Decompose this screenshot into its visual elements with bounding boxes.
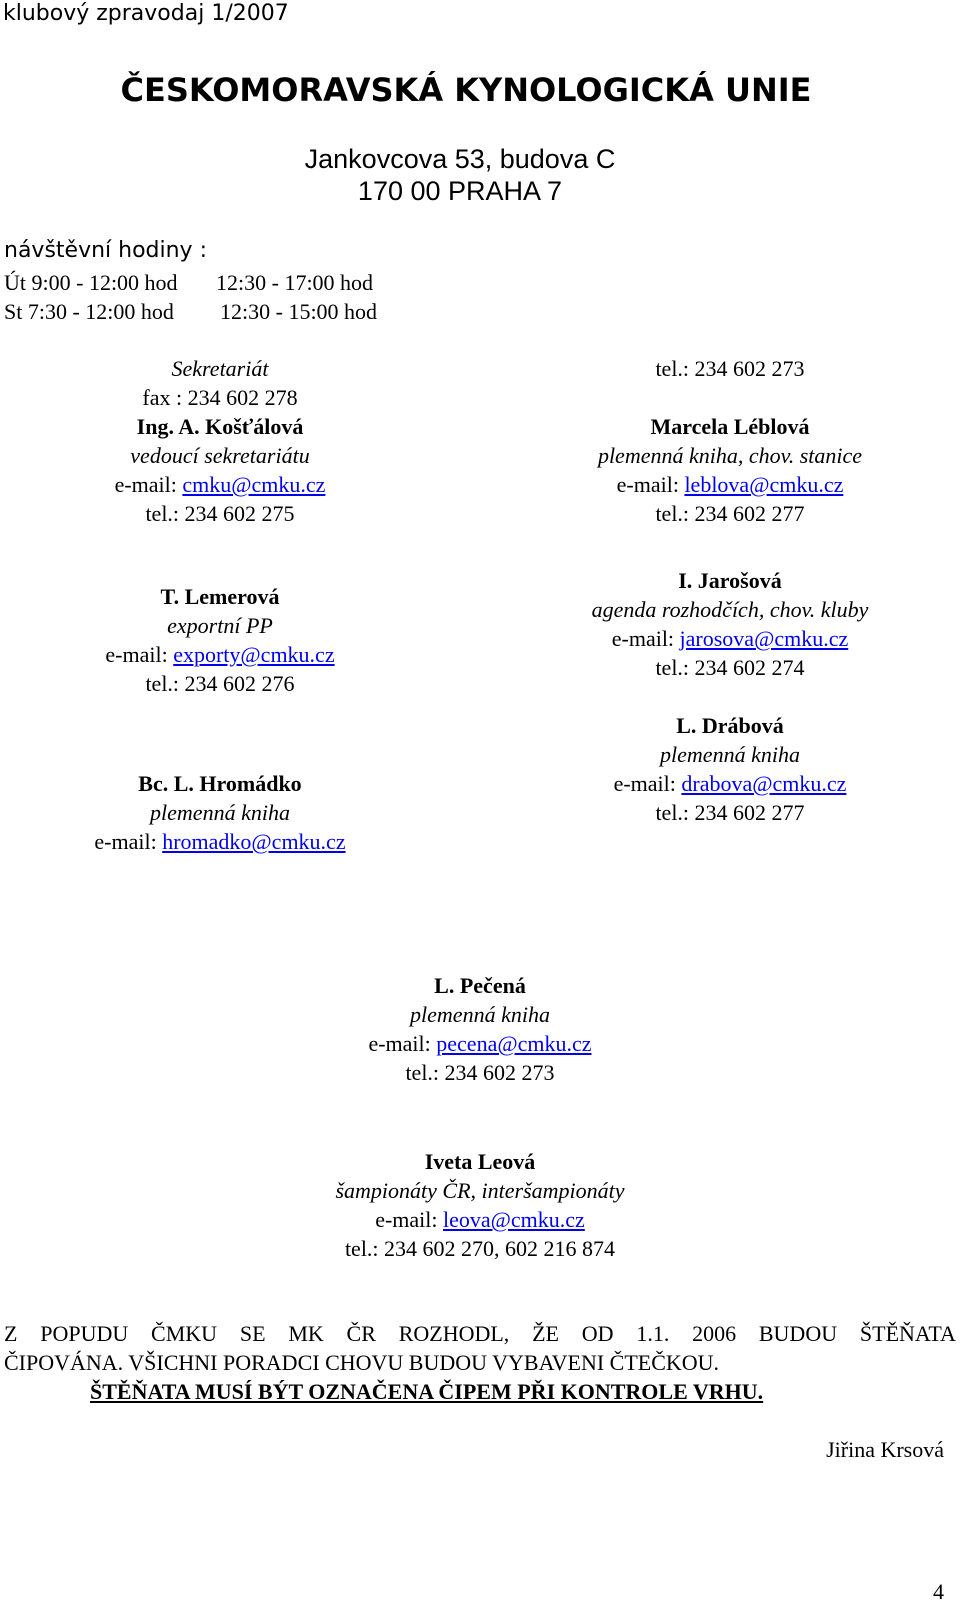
notice-word: ČR bbox=[346, 1321, 376, 1346]
contact-lemerova bbox=[20, 582, 420, 698]
email-link[interactable]: cmku@cmku.cz bbox=[182, 472, 326, 497]
notice-line-2: ČIPOVÁNA. VŠICHNI PORADCI CHOVU BUDOU VYBAVENI ČTEČKOU. bbox=[4, 1350, 720, 1375]
address-street: Jankovcova 53, budova C bbox=[304, 144, 616, 174]
hours-label: návštěvní hodiny : bbox=[4, 238, 207, 263]
email-label: e-mail: bbox=[375, 1207, 443, 1232]
contact-name: Bc. L. Hromádko bbox=[138, 771, 302, 796]
hours-row bbox=[4, 268, 374, 297]
notice-word: 2006 bbox=[692, 1321, 737, 1346]
contact-tel-line bbox=[230, 1058, 730, 1087]
tel-label: tel.: bbox=[655, 501, 695, 526]
tel-number: 234 602 276 bbox=[184, 671, 295, 696]
email-label: e-mail: bbox=[94, 829, 163, 854]
email-link[interactable]: drabova@cmku.cz bbox=[681, 771, 847, 796]
contact-email-line bbox=[230, 1205, 730, 1234]
signature: Jiřina Krsová bbox=[826, 1437, 944, 1462]
contact-email-line bbox=[515, 624, 945, 653]
contact-tel-line bbox=[20, 499, 420, 528]
notice-word: ŠTĚŇATA bbox=[859, 1321, 956, 1346]
notice-word: ŽE bbox=[532, 1321, 559, 1346]
contact-email-line bbox=[20, 470, 420, 499]
secretariat-tel: tel.: 234 602 273 bbox=[655, 356, 805, 381]
contact-role: vedoucí sekretariátu bbox=[130, 443, 310, 468]
notice-line-1 bbox=[4, 1319, 956, 1348]
contact-role: šampionáty ČR, interšampionáty bbox=[335, 1178, 625, 1203]
spacer bbox=[515, 383, 945, 412]
tel-number: 234 602 277 bbox=[694, 800, 805, 825]
tel-label: tel.: bbox=[344, 1236, 385, 1261]
tel-label: tel.: bbox=[145, 501, 185, 526]
contact-name: L. Pečená bbox=[434, 973, 526, 998]
hours-row bbox=[4, 297, 378, 326]
contact-role: exportní PP bbox=[167, 613, 273, 638]
email-label: e-mail: bbox=[368, 1031, 437, 1056]
contact-name: Ing. A. Košťálová bbox=[136, 414, 304, 439]
tel-label: tel.: bbox=[405, 1060, 445, 1085]
contact-role: plemenná kniha bbox=[660, 742, 800, 767]
email-label: e-mail: bbox=[114, 472, 183, 497]
contact-tel-line bbox=[230, 1234, 730, 1263]
left-column-top bbox=[20, 354, 420, 528]
hours-day: St 7:30 - 12:00 hod bbox=[4, 299, 174, 324]
email-link[interactable]: exporty@cmku.cz bbox=[173, 642, 335, 667]
contact-role: plemenná kniha, chov. stanice bbox=[597, 443, 863, 468]
secretariat-label: Sekretariát bbox=[171, 356, 269, 381]
notice-word: OD bbox=[581, 1321, 614, 1346]
address-city: 170 00 PRAHA 7 bbox=[357, 176, 563, 206]
right-column-top bbox=[515, 354, 945, 528]
contact-name: Iveta Leová bbox=[424, 1149, 536, 1174]
tel-number: 234 602 273 bbox=[444, 1060, 555, 1085]
email-label: e-mail: bbox=[613, 771, 682, 796]
hours-day: Út 9:00 - 12:00 hod bbox=[4, 270, 178, 295]
contact-tel-line bbox=[515, 653, 945, 682]
notice-word: 1.1. bbox=[636, 1321, 670, 1346]
notice-word: ROZHODL, bbox=[398, 1321, 510, 1346]
tel-number: 234 602 270, 602 216 874 bbox=[384, 1236, 616, 1261]
contact-jarosova bbox=[515, 566, 945, 682]
tel-label: tel.: bbox=[655, 800, 695, 825]
hours-afternoon: 12:30 - 15:00 hod bbox=[220, 299, 378, 324]
page-number: 4 bbox=[933, 1579, 944, 1604]
tel-label: tel.: bbox=[655, 655, 695, 680]
email-link[interactable]: hromadko@cmku.cz bbox=[162, 829, 346, 854]
address bbox=[180, 143, 740, 207]
notice-word: MK bbox=[288, 1321, 324, 1346]
tel-number: 234 602 275 bbox=[184, 501, 295, 526]
contact-hromadko bbox=[20, 769, 420, 856]
contact-tel-line bbox=[515, 798, 945, 827]
notice-word: POPUDU bbox=[40, 1321, 129, 1346]
secretariat-fax: fax : 234 602 278 bbox=[142, 385, 298, 410]
email-label: e-mail: bbox=[616, 472, 685, 497]
tel-label: tel.: bbox=[145, 671, 185, 696]
tel-number: 234 602 277 bbox=[694, 501, 805, 526]
hours-afternoon: 12:30 - 17:00 hod bbox=[216, 270, 374, 295]
contact-role: agenda rozhodčích, chov. kluby bbox=[591, 597, 869, 622]
tel-number: 234 602 274 bbox=[694, 655, 805, 680]
newsletter-header: klubový zpravodaj 1/2007 bbox=[3, 1, 289, 26]
contact-name: I. Jarošová bbox=[678, 568, 782, 593]
contact-tel-line bbox=[20, 669, 420, 698]
contact-email-line bbox=[20, 827, 420, 856]
contact-name: L. Drábová bbox=[676, 713, 784, 738]
email-link[interactable]: leova@cmku.cz bbox=[443, 1207, 585, 1232]
notice-word: Z bbox=[4, 1321, 18, 1346]
contact-role: plemenná kniha bbox=[410, 1002, 550, 1027]
email-link[interactable]: jarosova@cmku.cz bbox=[679, 626, 849, 651]
notice-emphasis: ŠTĚŇATA MUSÍ BÝT OZNAČENA ČIPEM PŘI KONTROLE VRHU. bbox=[90, 1379, 764, 1404]
contact-email-line bbox=[515, 470, 945, 499]
contact-email-line bbox=[20, 640, 420, 669]
contact-drabova bbox=[515, 711, 945, 827]
email-label: e-mail: bbox=[611, 626, 680, 651]
contact-role: plemenná kniha bbox=[150, 800, 290, 825]
contact-name: T. Lemerová bbox=[160, 584, 280, 609]
contact-email-line bbox=[230, 1029, 730, 1058]
contact-pecena bbox=[230, 971, 730, 1087]
email-label: e-mail: bbox=[105, 642, 174, 667]
contact-leova bbox=[230, 1147, 730, 1263]
contact-name: Marcela Léblová bbox=[650, 414, 810, 439]
page-title: ČESKOMORAVSKÁ KYNOLOGICKÁ UNIE bbox=[120, 71, 812, 109]
contact-email-line bbox=[515, 769, 945, 798]
notice-word: SE bbox=[239, 1321, 266, 1346]
contact-tel-line bbox=[515, 499, 945, 528]
notice-word: ČMKU bbox=[151, 1321, 218, 1346]
notice-word: BUDOU bbox=[758, 1321, 838, 1346]
email-link[interactable]: pecena@cmku.cz bbox=[436, 1031, 592, 1056]
email-link[interactable]: leblova@cmku.cz bbox=[684, 472, 844, 497]
